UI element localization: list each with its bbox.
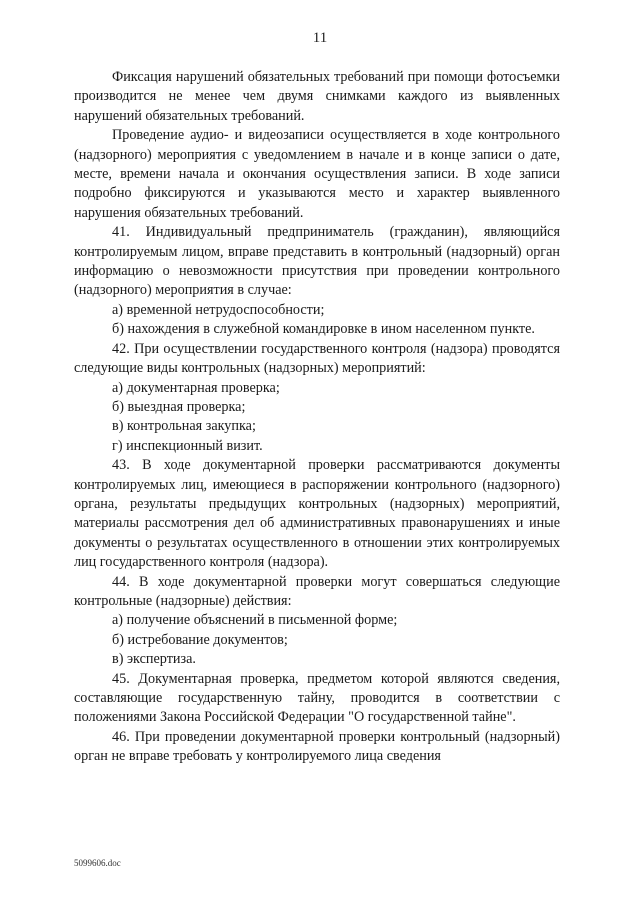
paragraph-photo-fixation: Фиксация нарушений обязательных требований при помощи фотосъемки производится не менее чем двумя снимками каждого из выявленных нарушений обязательных требований.	[74, 69, 560, 124]
document-body	[74, 68, 560, 767]
paragraph-42: 42. При осуществлении государственного контроля (надзора) проводятся следующие виды контрольных (надзорных) мероприятий:	[74, 340, 560, 377]
paragraph-45: 45. Документарная проверка, предметом которой являются сведения, составляющие государственную тайну, проводится в соответствии с положениями Закона Российской Федерации "О государственной тайне".	[74, 670, 560, 726]
list-item-44b: б) истребование документов;	[112, 631, 288, 648]
file-name-footer: 5099606.doc	[74, 858, 121, 868]
list-item-42d: г) инспекционный визит.	[112, 437, 263, 454]
list-item-44c: в) экспертиза.	[112, 651, 196, 668]
paragraph-41: 41. Индивидуальный предприниматель (гражданин), являющийся контролируемым лицом, вправе представить в контрольный (надзорный) орган информацию о невозможности присутствия при проведении контрольного (надзорного) мероприятия в случае:	[74, 224, 560, 299]
paragraph-44: 44. В ходе документарной проверки могут совершаться следующие контрольные (надзорные) действия:	[74, 573, 560, 609]
paragraph-audio-video: Проведение аудио- и видеозаписи осуществляется в ходе контрольного (надзорного) мероприятия с уведомлением в начале и в конце записи о дате, месте, времени начала и окончания осуществления записи. В ходе записи подробно фиксируются и указываются место и характер выявленного нарушения обязательных требований.	[74, 127, 560, 221]
page-number: 11	[312, 30, 328, 46]
list-item-42b: б) выездная проверка;	[112, 398, 246, 415]
paragraph-46: 46. При проведении документарной проверки контрольный (надзорный) орган не вправе требовать у контролируемого лица сведения	[74, 728, 560, 765]
list-item-44a: а) получение объяснений в письменной форме;	[112, 612, 398, 629]
list-item-42a: а) документарная проверка;	[112, 379, 280, 396]
list-item-41a: а) временной нетрудоспособности;	[112, 301, 325, 318]
list-item-41b: б) нахождения в служебной командировке в ином населенном пункте.	[112, 321, 535, 338]
list-item-42c: в) контрольная закупка;	[112, 418, 256, 435]
paragraph-43: 43. В ходе документарной проверки рассматриваются документы контролируемых лиц, имеющиеся в распоряжении контрольного (надзорного) органа, результаты предыдущих контрольных (надзорных) мероприятий, материалы рассмотрения дел об административных правонарушениях и иные документы о результатах осуществленного в отношении этих контролируемых лиц государственного контроля (надзора).	[74, 457, 560, 571]
